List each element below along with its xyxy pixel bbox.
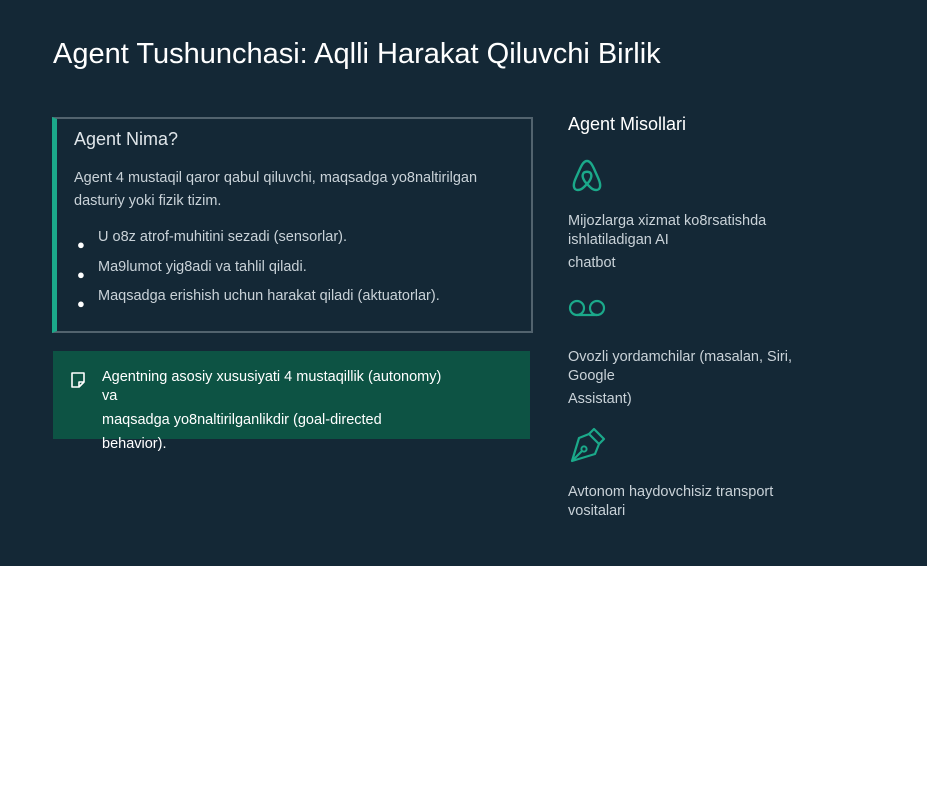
examples-heading: Agent Misollari <box>568 114 687 134</box>
key-note-text <box>102 368 472 454</box>
pen-nib-icon <box>568 425 608 465</box>
example-line: chatbot <box>568 255 616 271</box>
example-line: Google <box>568 367 615 384</box>
example-text <box>568 348 818 409</box>
bullet-item <box>74 229 440 259</box>
example-line: Mijozlarga xizmat ko8rsatishda <box>568 213 767 229</box>
note-line: behavior). <box>102 436 167 452</box>
airbnb-icon <box>568 156 606 194</box>
note-line: maqsadga yo8naltirilganlikdir (goal-directed <box>102 412 382 428</box>
example-line: Ovozli yordamchilar (masalan, Siri, <box>568 349 793 365</box>
definition-text <box>74 167 514 213</box>
definition-heading: Agent Nima? <box>74 129 179 149</box>
example-line: Assistant) <box>568 391 632 407</box>
example-line: Avtonom haydovchisiz transport <box>568 484 774 500</box>
example-text <box>568 212 818 273</box>
definition-text-line: dasturiy yoki fizik tizim. <box>74 193 222 209</box>
note-line: va <box>102 388 118 404</box>
voicemail-icon <box>568 298 608 320</box>
bullet-text: Ma9lumot yig8adi va tahlil qiladi. <box>98 258 307 275</box>
slide-title: Agent Tushunchasi: Aqlli Harakat Qiluvchi Birlik <box>53 38 661 70</box>
bullet-text: Maqsadga erishish uchun harakat qiladi (aktuatorlar). <box>98 288 440 304</box>
example-line: vositalari <box>568 502 626 519</box>
bullet-text: U o8z atrof-muhitini sezadi (sensorlar). <box>98 229 348 245</box>
definition-bullets <box>74 229 440 318</box>
note-icon <box>69 371 87 389</box>
bullet-item <box>74 288 440 318</box>
definition-card <box>52 117 533 333</box>
example-text <box>568 483 818 520</box>
bullet-dot-icon: ● <box>77 296 85 311</box>
note-line: Agentning asosiy xususiyati 4 mustaqillik (autonomy) <box>102 369 442 385</box>
bullet-dot-icon: ● <box>77 266 85 282</box>
bullet-item <box>74 259 440 289</box>
bullet-dot-icon: ● <box>77 237 85 252</box>
example-line: ishlatiladigan AI <box>568 231 669 248</box>
definition-text-line: Agent 4 mustaqil qaror qabul qiluvchi, maqsadga yo8naltirilgan <box>74 170 478 186</box>
